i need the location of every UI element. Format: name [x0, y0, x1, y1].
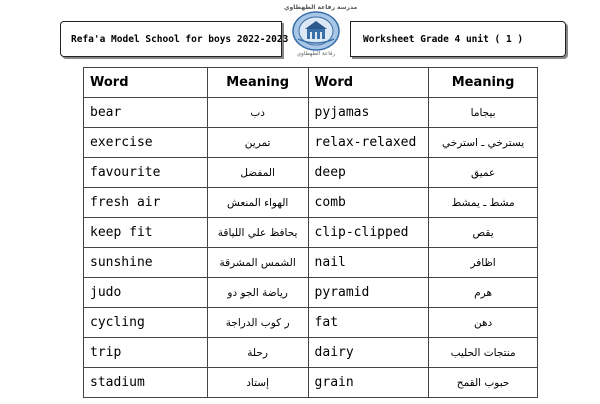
word-cell: pyjamas — [308, 98, 429, 128]
word-cell: judo — [84, 278, 208, 308]
logo-top-text: مدرسة رفاعة الطهطاوي — [284, 4, 358, 11]
word-cell: pyramid — [308, 278, 429, 308]
meaning-cell: مشط ـ يمشط — [429, 188, 538, 218]
meaning-cell: ر كوب الدراجة — [207, 308, 308, 338]
word-cell: dairy — [308, 338, 429, 368]
table-row — [84, 278, 538, 308]
table-row — [84, 158, 538, 188]
meaning-cell: يحافظ علي اللياقة — [207, 218, 308, 248]
meaning-cell: تمرين — [207, 128, 308, 158]
meaning-cell: دهن — [429, 308, 538, 338]
meaning-cell: منتجات الحليب — [429, 338, 538, 368]
table-row — [84, 308, 538, 338]
meaning-cell: دب — [207, 98, 308, 128]
word-cell: keep fit — [84, 218, 208, 248]
school-title: Refa'a Model School for boys 2022-2023 — [60, 21, 282, 57]
word-cell: favourite — [84, 158, 208, 188]
meaning-cell: رحلة — [207, 338, 308, 368]
meaning-cell: الهواء المنعش — [207, 188, 308, 218]
school-logo — [284, 4, 358, 60]
meaning-cell: بيجاما — [429, 98, 538, 128]
word-cell: deep — [308, 158, 429, 188]
table-row — [84, 338, 538, 368]
meaning-cell: حبوب القمح — [429, 368, 538, 398]
meaning-cell: عميق — [429, 158, 538, 188]
word-cell: fat — [308, 308, 429, 338]
table-row — [84, 368, 538, 398]
word-cell: grain — [308, 368, 429, 398]
word-cell: clip-clipped — [308, 218, 429, 248]
worksheet-title: Worksheet Grade 4 unit ( 1 ) — [350, 21, 566, 57]
table-row — [84, 248, 538, 278]
word-cell: bear — [84, 98, 208, 128]
word-cell: fresh air — [84, 188, 208, 218]
word-cell: sunshine — [84, 248, 208, 278]
meaning-cell: هرم — [429, 278, 538, 308]
meaning-cell: إستاد — [207, 368, 308, 398]
vocabulary-table — [83, 67, 538, 398]
meaning-cell: الشمس المشرقة — [207, 248, 308, 278]
table-row — [84, 218, 538, 248]
table-row — [84, 98, 538, 128]
meaning-cell: يقص — [429, 218, 538, 248]
word-cell: stadium — [84, 368, 208, 398]
table-row — [84, 188, 538, 218]
word-cell: nail — [308, 248, 429, 278]
word-cell: relax-relaxed — [308, 128, 429, 158]
word-cell: comb — [308, 188, 429, 218]
header-meaning-2: Meaning — [429, 68, 538, 98]
table-row — [84, 128, 538, 158]
meaning-cell: يسترخي ـ استرخي — [429, 128, 538, 158]
header-meaning-1: Meaning — [207, 68, 308, 98]
meaning-cell: اظافر — [429, 248, 538, 278]
logo-bottom-text: رفاعة الطهطاوي — [296, 51, 336, 57]
table-header-row — [84, 68, 538, 98]
word-cell: trip — [84, 338, 208, 368]
logo-emblem-icon — [292, 11, 340, 51]
header-word-2: Word — [308, 68, 429, 98]
worksheet-header — [0, 0, 600, 62]
word-cell: cycling — [84, 308, 208, 338]
word-cell: exercise — [84, 128, 208, 158]
meaning-cell: رياضة الجو دو — [207, 278, 308, 308]
header-word-1: Word — [84, 68, 208, 98]
meaning-cell: المفضل — [207, 158, 308, 188]
